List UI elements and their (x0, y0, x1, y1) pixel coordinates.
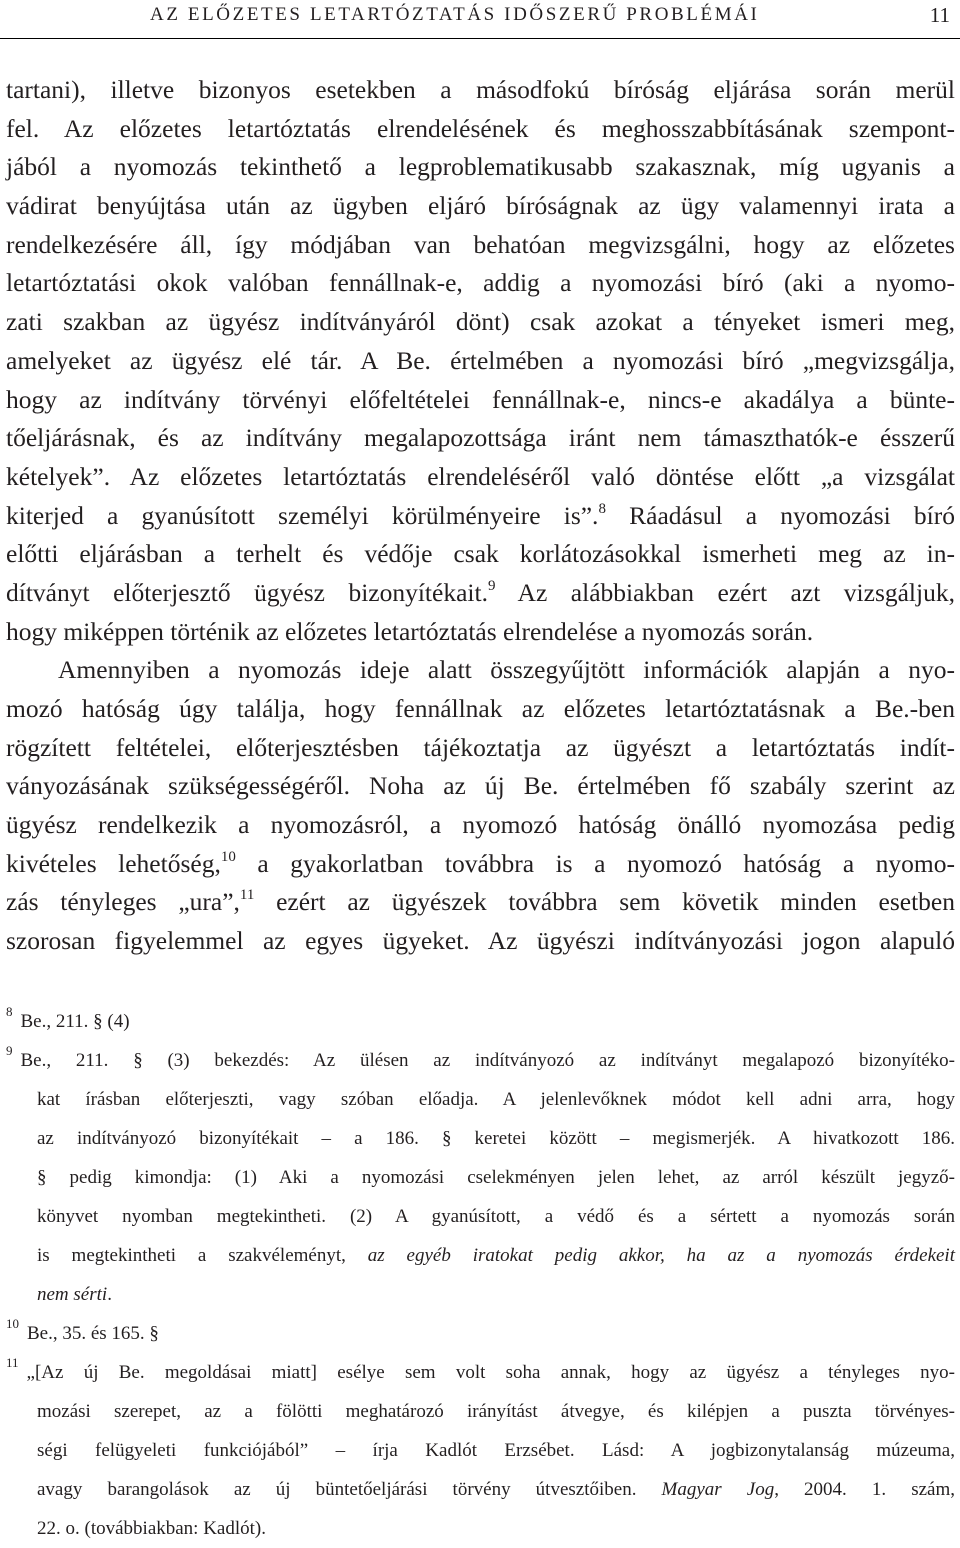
footnote-line (6, 1158, 955, 1197)
footnote-reference: 8 (598, 500, 606, 517)
italic-text: az egyéb iratokat pedig akkor, ha az a nyomozás érdekeit (367, 1245, 955, 1266)
italic-text: nem sérti (37, 1284, 108, 1305)
text-run: ügyész rendelkezik a nyomozásról, a nyomozó hatóság önálló nyomozása pedig (6, 810, 955, 840)
text-run: vádirat benyújtása után az ügyben eljáró bíróságnak az ügy valamennyi irata a (6, 191, 955, 221)
text-run: ezért az ügyészek továbbra sem követik minden esetben (254, 887, 955, 917)
text-run: a gyakorlatban továbbra is a nyomozó hatóság a nyomo- (235, 848, 955, 878)
text-run: kat írásban előterjeszti, vagy szóban előadja. A jelenlevőknek módot kell adni arra, hogy (37, 1089, 955, 1110)
body-line (6, 303, 955, 342)
text-run: mozó hatóság úgy találja, hogy fennállnak az előzetes letartóztatásnak a Be.-ben (6, 694, 955, 723)
body-line (6, 574, 955, 613)
text-run: „[Az új Be. megoldásai miatt] esélye sem volt soha annak, hogy az ügyész a tényleges nyo- (26, 1362, 955, 1383)
footnote-line (6, 1080, 955, 1119)
body-text (6, 71, 955, 961)
text-run: avagy barangolások az új büntetőeljárási törvény útvesztőiben. (37, 1479, 662, 1500)
text-run: kételyek”. Az előzetes letartóztatás elrendeléséről való döntése előtt „a vizsgálat (6, 461, 955, 491)
text-run: rendelkezésére áll, így módjában van behatóan megvizsgálni, hogy az előzetes (6, 229, 955, 259)
body-line (6, 535, 955, 574)
footnote-reference: 11 (239, 887, 255, 904)
footnote-line (6, 1002, 955, 1041)
footnote-line (6, 1431, 955, 1470)
footnote-line (6, 1236, 955, 1275)
text-run: § pedig kimondja: (1) Aki a nyomozási cselekményen jelen lehet, az arról készült jegyző- (37, 1167, 955, 1188)
body-line (6, 729, 955, 768)
text-run: ványozásának szükségességéről. Noha az új Be. értelmében fő szabály szerint az (6, 771, 955, 801)
body-line (6, 148, 955, 187)
body-line (6, 381, 955, 420)
text-run: Ráadásul a nyomozási bíró (605, 500, 955, 530)
text-run: Be., 35. és 165. § (27, 1323, 159, 1344)
text-run: amelyeket az ügyész elé tár. A Be. értelmében a nyomozási bíró „megvizsgálja, (6, 345, 955, 375)
footnote-number: 10 (6, 1316, 19, 1331)
text-run: az indítványozó bizonyítékait – a 186. § keretei között – megismerjék. A hivatkozott 186. (37, 1128, 955, 1149)
body-line (6, 922, 955, 961)
text-run: könyvet nyomban megtekintheti. (2) A gyanúsított, a védő és a sértett a nyomozás során (37, 1206, 955, 1227)
footnote-line (6, 1314, 955, 1353)
running-header (0, 0, 960, 39)
text-run: jából a nyomozás tekinthető a legproblematikusabb szakasznak, míg ugyanis a (6, 152, 955, 182)
footnote-reference: 10 (220, 848, 236, 865)
body-line (6, 845, 955, 884)
text-run: Be., 211. § (3) bekezdés: Az ülésen az indítványozó az indítványt megalapozó bizonyítéko- (20, 1050, 955, 1071)
text-run: fel. Az előzetes letartóztatás elrendelésének és meghosszabbításának szempont- (6, 113, 955, 143)
footnote-number: 8 (6, 1004, 13, 1019)
footnote-line (6, 1197, 955, 1236)
text-run: mozási szerepet, az a fölötti meghatározó irányítást átvegye, és kilépjen a puszta törvényes- (37, 1401, 955, 1422)
footnote-line (6, 1470, 955, 1509)
body-line (6, 71, 955, 110)
text-run: Az alábbiakban ezért azt vizsgáljuk, (495, 577, 955, 607)
body-line (6, 613, 955, 652)
body-line (6, 110, 955, 149)
text-run: tartani), illetve bizonyos esetekben a másodfokú bíróság eljárása során merül (6, 75, 955, 104)
body-line (6, 497, 955, 536)
body-line (6, 187, 955, 226)
footnote-line (6, 1275, 955, 1314)
text-run: ségi felügyeleti funkciójából” – írja Kadlót Erzsébet. Lásd: A jogbizonytalanság múzeuma, (37, 1440, 955, 1461)
page-number: 11 (929, 3, 950, 27)
body-line (6, 419, 955, 458)
text-run: hogy miképpen történik az előzetes letartóztatás elrendelése a nyomozás során. (6, 616, 814, 646)
footnote-line (6, 1119, 955, 1158)
body-line (6, 226, 955, 265)
footnote-line (6, 1041, 955, 1080)
footnote-number: 11 (6, 1355, 19, 1370)
body-line (6, 264, 955, 303)
text-run: , 2004. 1. szám, (774, 1479, 955, 1500)
body-line (6, 806, 955, 845)
text-run: rögzített feltételei, előterjesztésben tájékoztatja az ügyészt a letartóztatás indít- (6, 732, 955, 762)
text-run: hogy az indítvány törvényi előfeltételei fennállnak-e, nincs-e akadálya a bünte- (6, 384, 955, 414)
text-run: előtti eljárásban a terhelt és védője csak korlátozásokkal ismerheti meg az in- (6, 539, 955, 569)
body-line (6, 651, 955, 690)
body-line (6, 690, 955, 729)
text-run: kivételes lehetőség, (6, 848, 221, 878)
footnote-line (6, 1392, 955, 1431)
text-run: Be., 211. § (4) (20, 1011, 130, 1032)
text-run: kiterjed a gyanúsított személyi körülményeire is”. (6, 500, 599, 530)
body-line (6, 342, 955, 381)
body-line (6, 767, 955, 806)
footnote-reference: 9 (487, 577, 496, 594)
italic-text: Magyar Jog (661, 1479, 775, 1500)
footnote-number: 9 (6, 1043, 13, 1058)
body-line (6, 883, 955, 922)
text-run: letartóztatási okok valóban fennállnak-e, addig a nyomozási bíró (aki a nyomo- (6, 268, 955, 298)
body-line (6, 458, 955, 497)
text-run: dítványt előterjesztő ügyész bizonyítékait. (6, 577, 488, 607)
footnote-line (6, 1509, 955, 1548)
footnotes (6, 1002, 955, 1548)
footnote-line (6, 1353, 955, 1392)
running-title: AZ ELŐZETES LETARTÓZTATÁS IDŐSZERŰ PROBLÉMÁI (150, 4, 760, 25)
text-run: 22. o. (továbbiakban: Kadlót). (37, 1518, 267, 1539)
text-run: tőeljárásnak, és az indítvány megalapozottsága iránt nem támaszthatók-e ésszerű (6, 423, 955, 453)
text-run: Amennyiben a nyomozás ideje alatt összegyűjtött információk alapján a nyo- (58, 655, 955, 685)
text-run: . (107, 1284, 112, 1305)
text-run: zati szakban az ügyész indítványáról dönt) csak azokat a tényeket ismeri meg, (6, 307, 955, 337)
text-run: szorosan figyelemmel az egyes ügyeket. Az ügyészi indítványozási jogon alapuló (6, 926, 955, 956)
text-run: is megtekintheti a szakvéleményt, (37, 1245, 368, 1266)
text-run: zás tényleges „ura”, (6, 887, 240, 917)
